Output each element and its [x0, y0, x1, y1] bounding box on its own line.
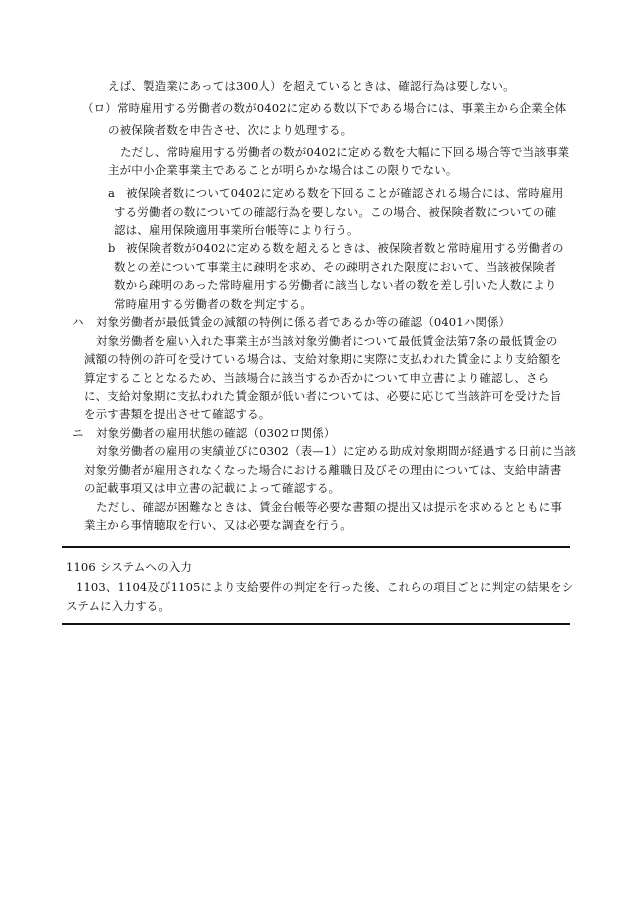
- item-b-line-4: 常時雇用する労働者の数を判定する。: [114, 297, 313, 311]
- section-ni-line-3: の記載事項又は申立書の記載によって確認する。: [84, 481, 341, 495]
- item-b-line-1: 被保険者数が0402に定める数を超えるときは、被保険者数と常時雇用する労働者の: [126, 241, 564, 255]
- section-ha-label: ハ: [72, 315, 84, 329]
- divider-bottom: [62, 623, 570, 625]
- section-ro-proviso-2: 主が中小企業事業主であることが明らかな場合はこの限りでない。: [108, 163, 458, 177]
- divider-top: [62, 546, 570, 548]
- section-ro-line-2: の被保険者数を申告させ、次により処理する。: [108, 123, 353, 137]
- section-1106-number: 1106: [66, 560, 96, 574]
- item-b-line-2: 数との差について事業主に疎明を求め、その疎明された限度において、当該被保険者: [114, 260, 556, 274]
- section-ha-line-5: を示す書類を提出させて確認する。: [84, 407, 271, 421]
- item-a-line-1: 被保険者数について0402に定める数を下回ることが確認される場合には、常時雇用: [126, 186, 564, 200]
- section-1106-line-2: ステムに入力する。: [66, 599, 171, 613]
- section-ha-line-1: 対象労働者を雇い入れた事業主が当該対象労働者について最低賃金法第7条の最低賃金の: [96, 334, 558, 348]
- section-ro-label: （ロ）: [82, 101, 117, 115]
- continuation-line: えば、製造業にあっては300人）を超えているときは、確認行為は要しない。: [108, 79, 515, 93]
- section-1106-line-1: 1103、1104及び1105により支給要件の判定を行った後、これらの項目ごとに判定の結果をシ: [76, 580, 574, 594]
- item-b-label: b: [108, 241, 116, 255]
- item-a-label: a: [108, 186, 116, 200]
- section-ha-heading: 対象労働者が最低賃金の減額の特例に係る者であるか等の確認（0401ハ関係）: [96, 315, 511, 329]
- section-ha-line-4: に、支給対象期に支払われた賃金額が低い者については、必要に応じて当該許可を受けた旨: [84, 389, 562, 403]
- section-ro-proviso-1: ただし、常時雇用する労働者の数が0402に定める数を大幅に下回る場合等で当該事業: [120, 145, 570, 159]
- section-ha-line-2: 減額の特例の許可を受けている場合は、支給対象期に実際に支払われた賃金により支給額を: [84, 352, 562, 366]
- section-ni-heading: 対象労働者の雇用状態の確認（0302ロ関係）: [96, 426, 336, 440]
- section-ha-line-3: 算定することとなるため、当該場合に該当するか否かについて申立書により確認し、さら: [84, 371, 550, 385]
- item-a-line-3: 認は、雇用保険適用事業所台帳等により行う。: [114, 223, 359, 237]
- section-1106-title: システムへの入力: [100, 560, 193, 574]
- section-ni-line-2: 対象労働者が雇用されなくなった場合における離職日及びその理由については、支給申請書: [84, 463, 562, 477]
- section-ni-proviso-2: 業主から事情聴取を行い、又は必要な調査を行う。: [84, 518, 352, 532]
- item-a-line-2: する労働者の数についての確認行為を要しない。この場合、被保険者数についての確: [114, 205, 557, 219]
- section-ni-line-1: 対象労働者の雇用の実績並びに0302（表—1）に定める助成対象期間が経過する日前に当該: [96, 444, 577, 458]
- section-ni-label: ニ: [72, 426, 84, 440]
- section-ni-proviso-1: ただし、確認が困難なときは、賃金台帳等必要な書類の提出又は提示を求めるとともに事: [96, 500, 562, 514]
- item-b-line-3: 数から疎明のあった常時雇用する労働者に該当しない者の数を差し引いた人数により: [114, 278, 557, 292]
- section-ro-line-1: 常時雇用する労働者の数が0402に定める数以下である場合には、事業主から企業全体: [117, 101, 567, 115]
